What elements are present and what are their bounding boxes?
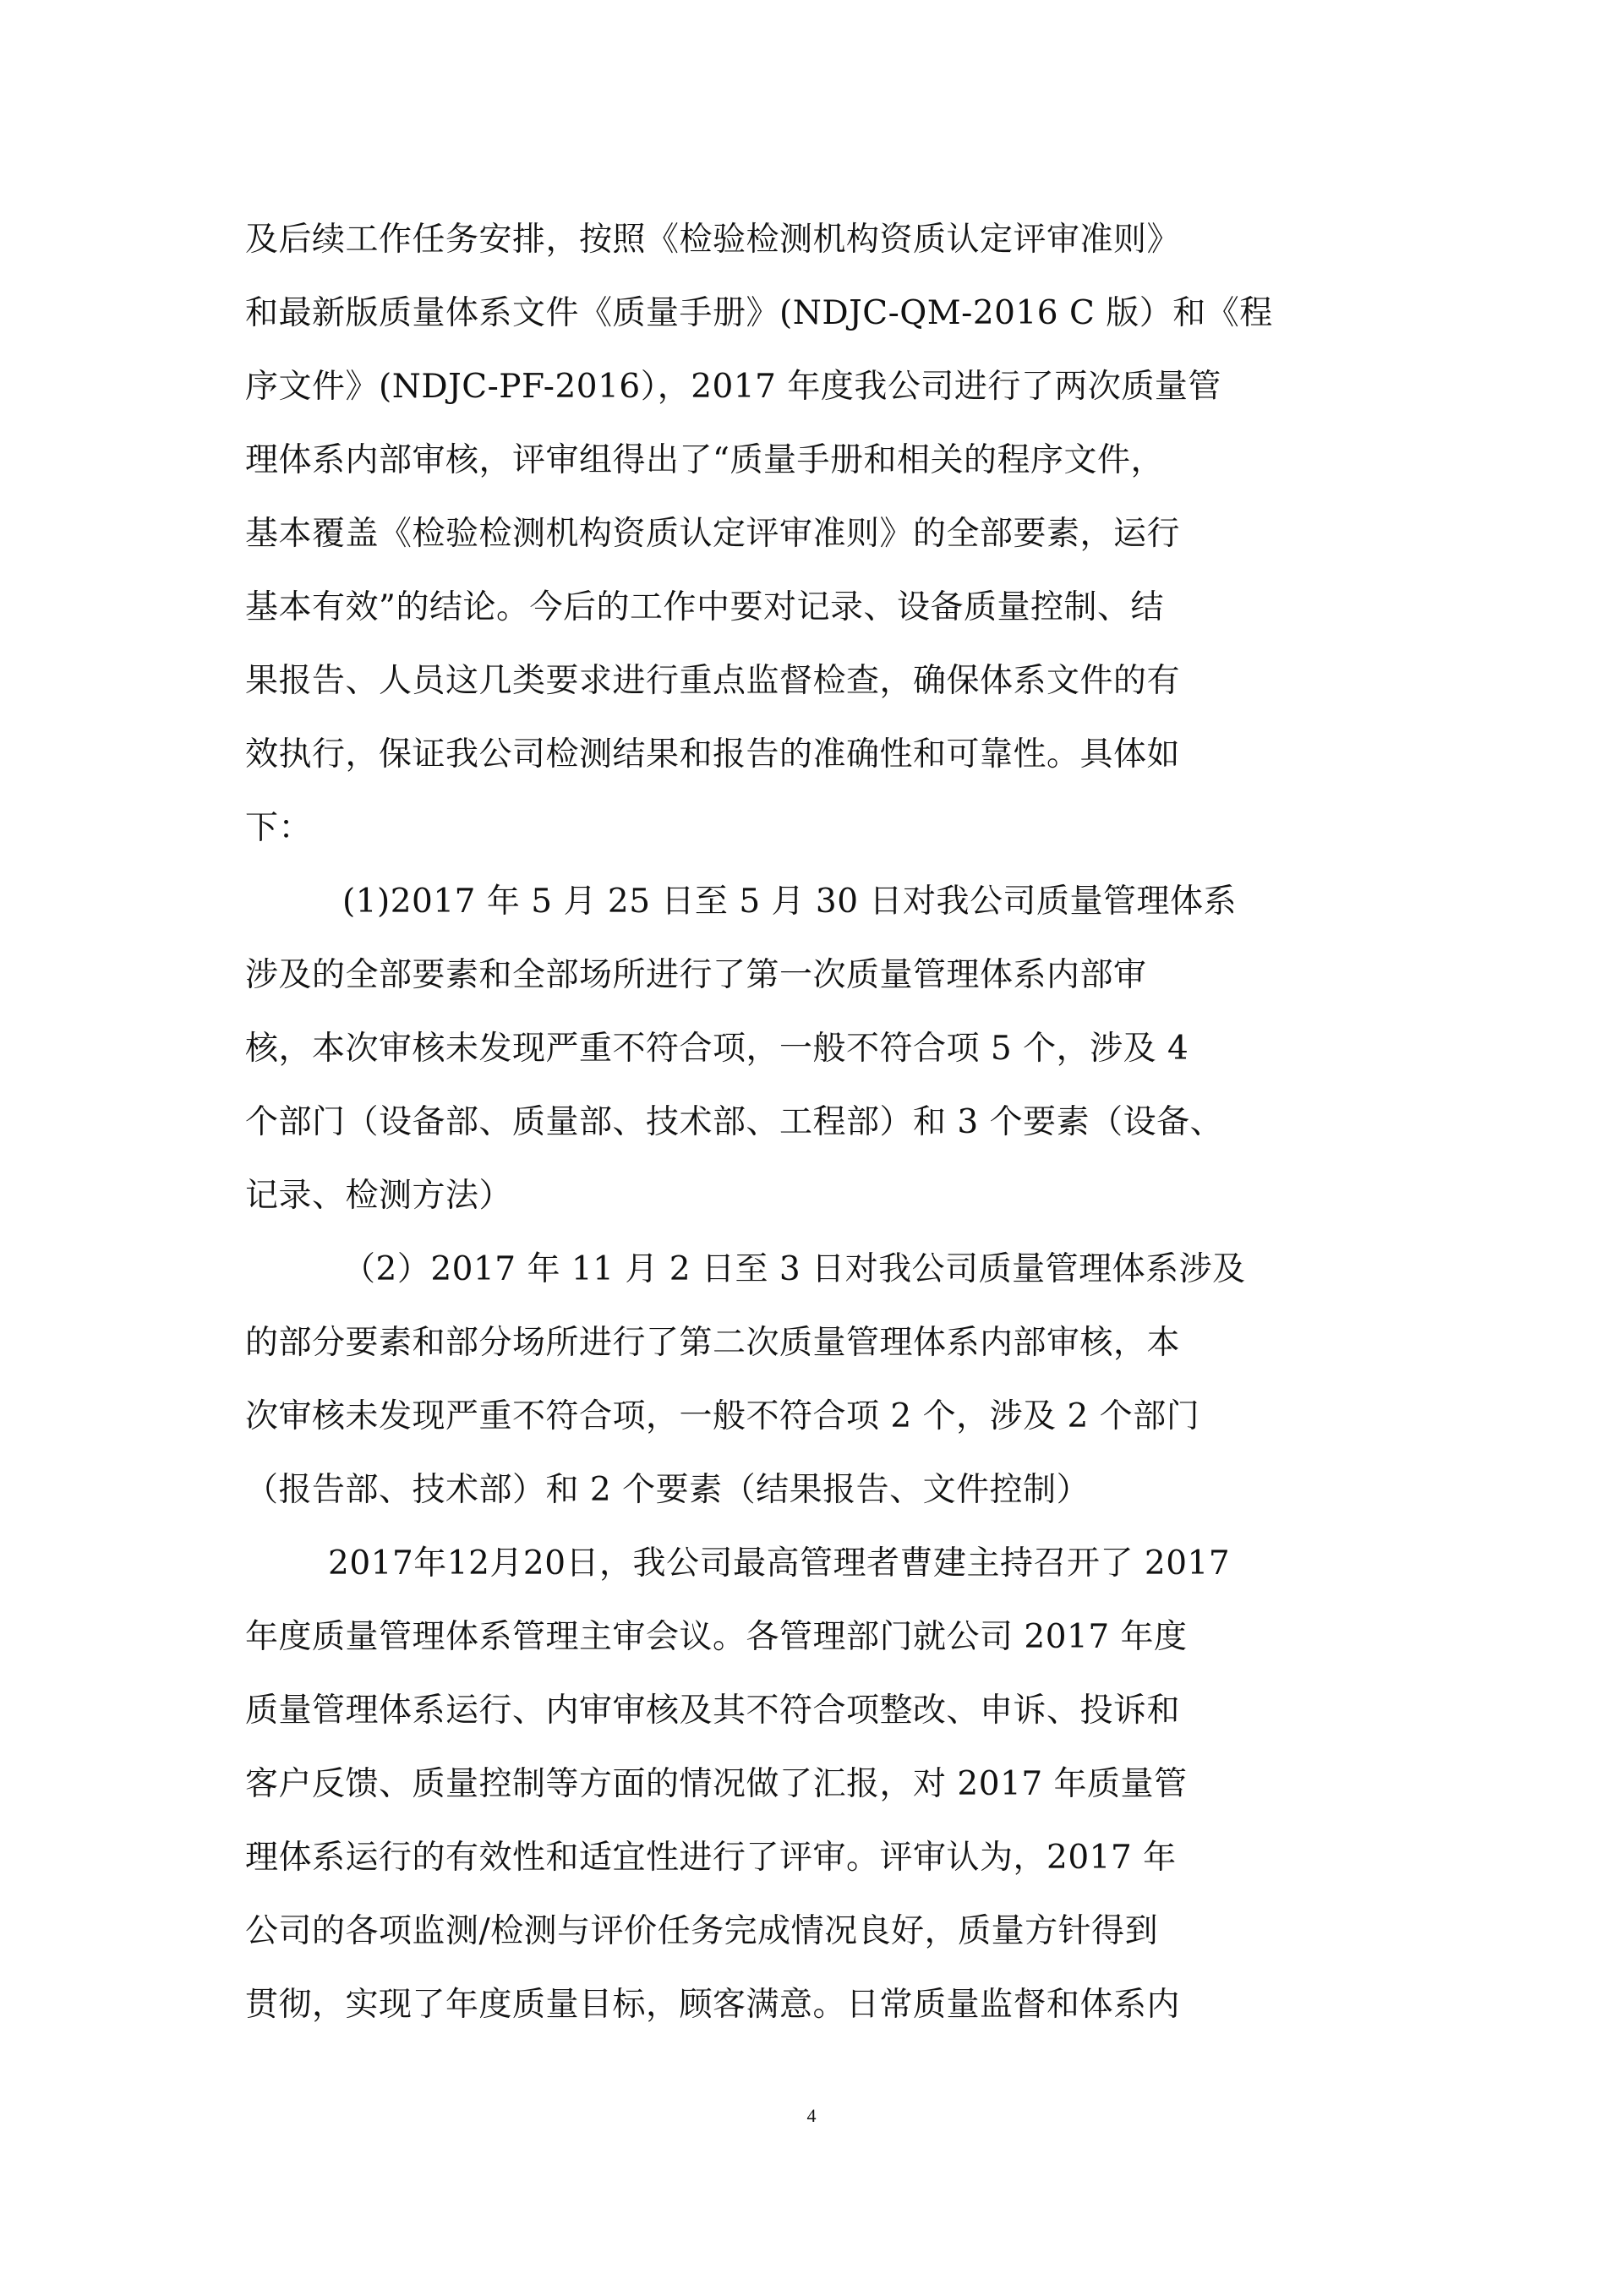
text-line: 的部分要素和部分场所进行了第二次质量管理体系内部审核，本 [245,1324,1181,1362]
page-number: 4 [806,2105,817,2126]
text-line: 序文件》(NDJC-PF-2016），2017 年度我公司进行了两次质量管 [245,368,1221,406]
text-line: 核，本次审核未发现严重不符合项，一般不符合项 5 个，涉及 4 [245,1030,1189,1068]
text-line: 个部门（设备部、质量部、技术部、工程部）和 3 个要素（设备、 [245,1103,1224,1141]
text-line-indented: (1)2017 年 5 月 25 日至 5 月 30 日对我公司质量管理体系 [342,883,1237,921]
text-line: 理体系运行的有效性和适宜性进行了评审。评审认为，2017 年 [245,1839,1177,1877]
text-line: 质量管理体系运行、内审审核及其不符合项整改、申诉、投诉和 [245,1692,1181,1730]
document-body [245,203,1298,2042]
text-line: 及后续工作任务安排，按照《检验检测机构资质认定评审准则》 [245,221,1181,259]
text-line: 次审核未发现严重不符合项，一般不符合项 2 个，涉及 2 个部门 [245,1397,1200,1435]
text-line: 果报告、人员这几类要求进行重点监督检查，确保体系文件的有 [245,662,1181,700]
text-line: 贯彻，实现了年度质量目标，顾客满意。日常质量监督和体系内 [245,1986,1181,2024]
text-line: 记录、检测方法） [245,1177,513,1215]
text-line-indented: （2）2017 年 11 月 2 日至 3 日对我公司质量管理体系涉及 [342,1250,1246,1288]
text-line: 基本覆盖《检验检测机构资质认定评审准则》的全部要素，运行 [245,515,1181,553]
text-line: 效执行，保证我公司检测结果和报告的准确性和可靠性。具体如 [245,735,1181,774]
text-line: 客户反馈、质量控制等方面的情况做了汇报，对 2017 年质量管 [245,1765,1188,1803]
text-line-indented: 2017年12月20日，我公司最高管理者曹建主持召开了 2017 [328,1544,1231,1583]
text-line: （报告部、技术部）和 2 个要素（结果报告、文件控制） [245,1471,1090,1509]
text-line: 年度质量管理体系管理主审会议。各管理部门就公司 2017 年度 [245,1618,1188,1656]
text-line: 下： [245,809,313,847]
text-line: 基本有效”的结论。今后的工作中要对记录、设备质量控制、结 [245,588,1164,626]
text-line: 涉及的全部要素和全部场所进行了第一次质量管理体系内部审 [245,956,1147,994]
text-line: 和最新版质量体系文件《质量手册》(NDJC-QM-2016 C 版）和《程 [245,294,1273,332]
text-line: 理体系内部审核，评审组得出了“质量手册和相关的程序文件， [245,441,1164,479]
text-line: 公司的各项监测/检测与评价任务完成情况良好，质量方针得到 [245,1912,1159,1950]
